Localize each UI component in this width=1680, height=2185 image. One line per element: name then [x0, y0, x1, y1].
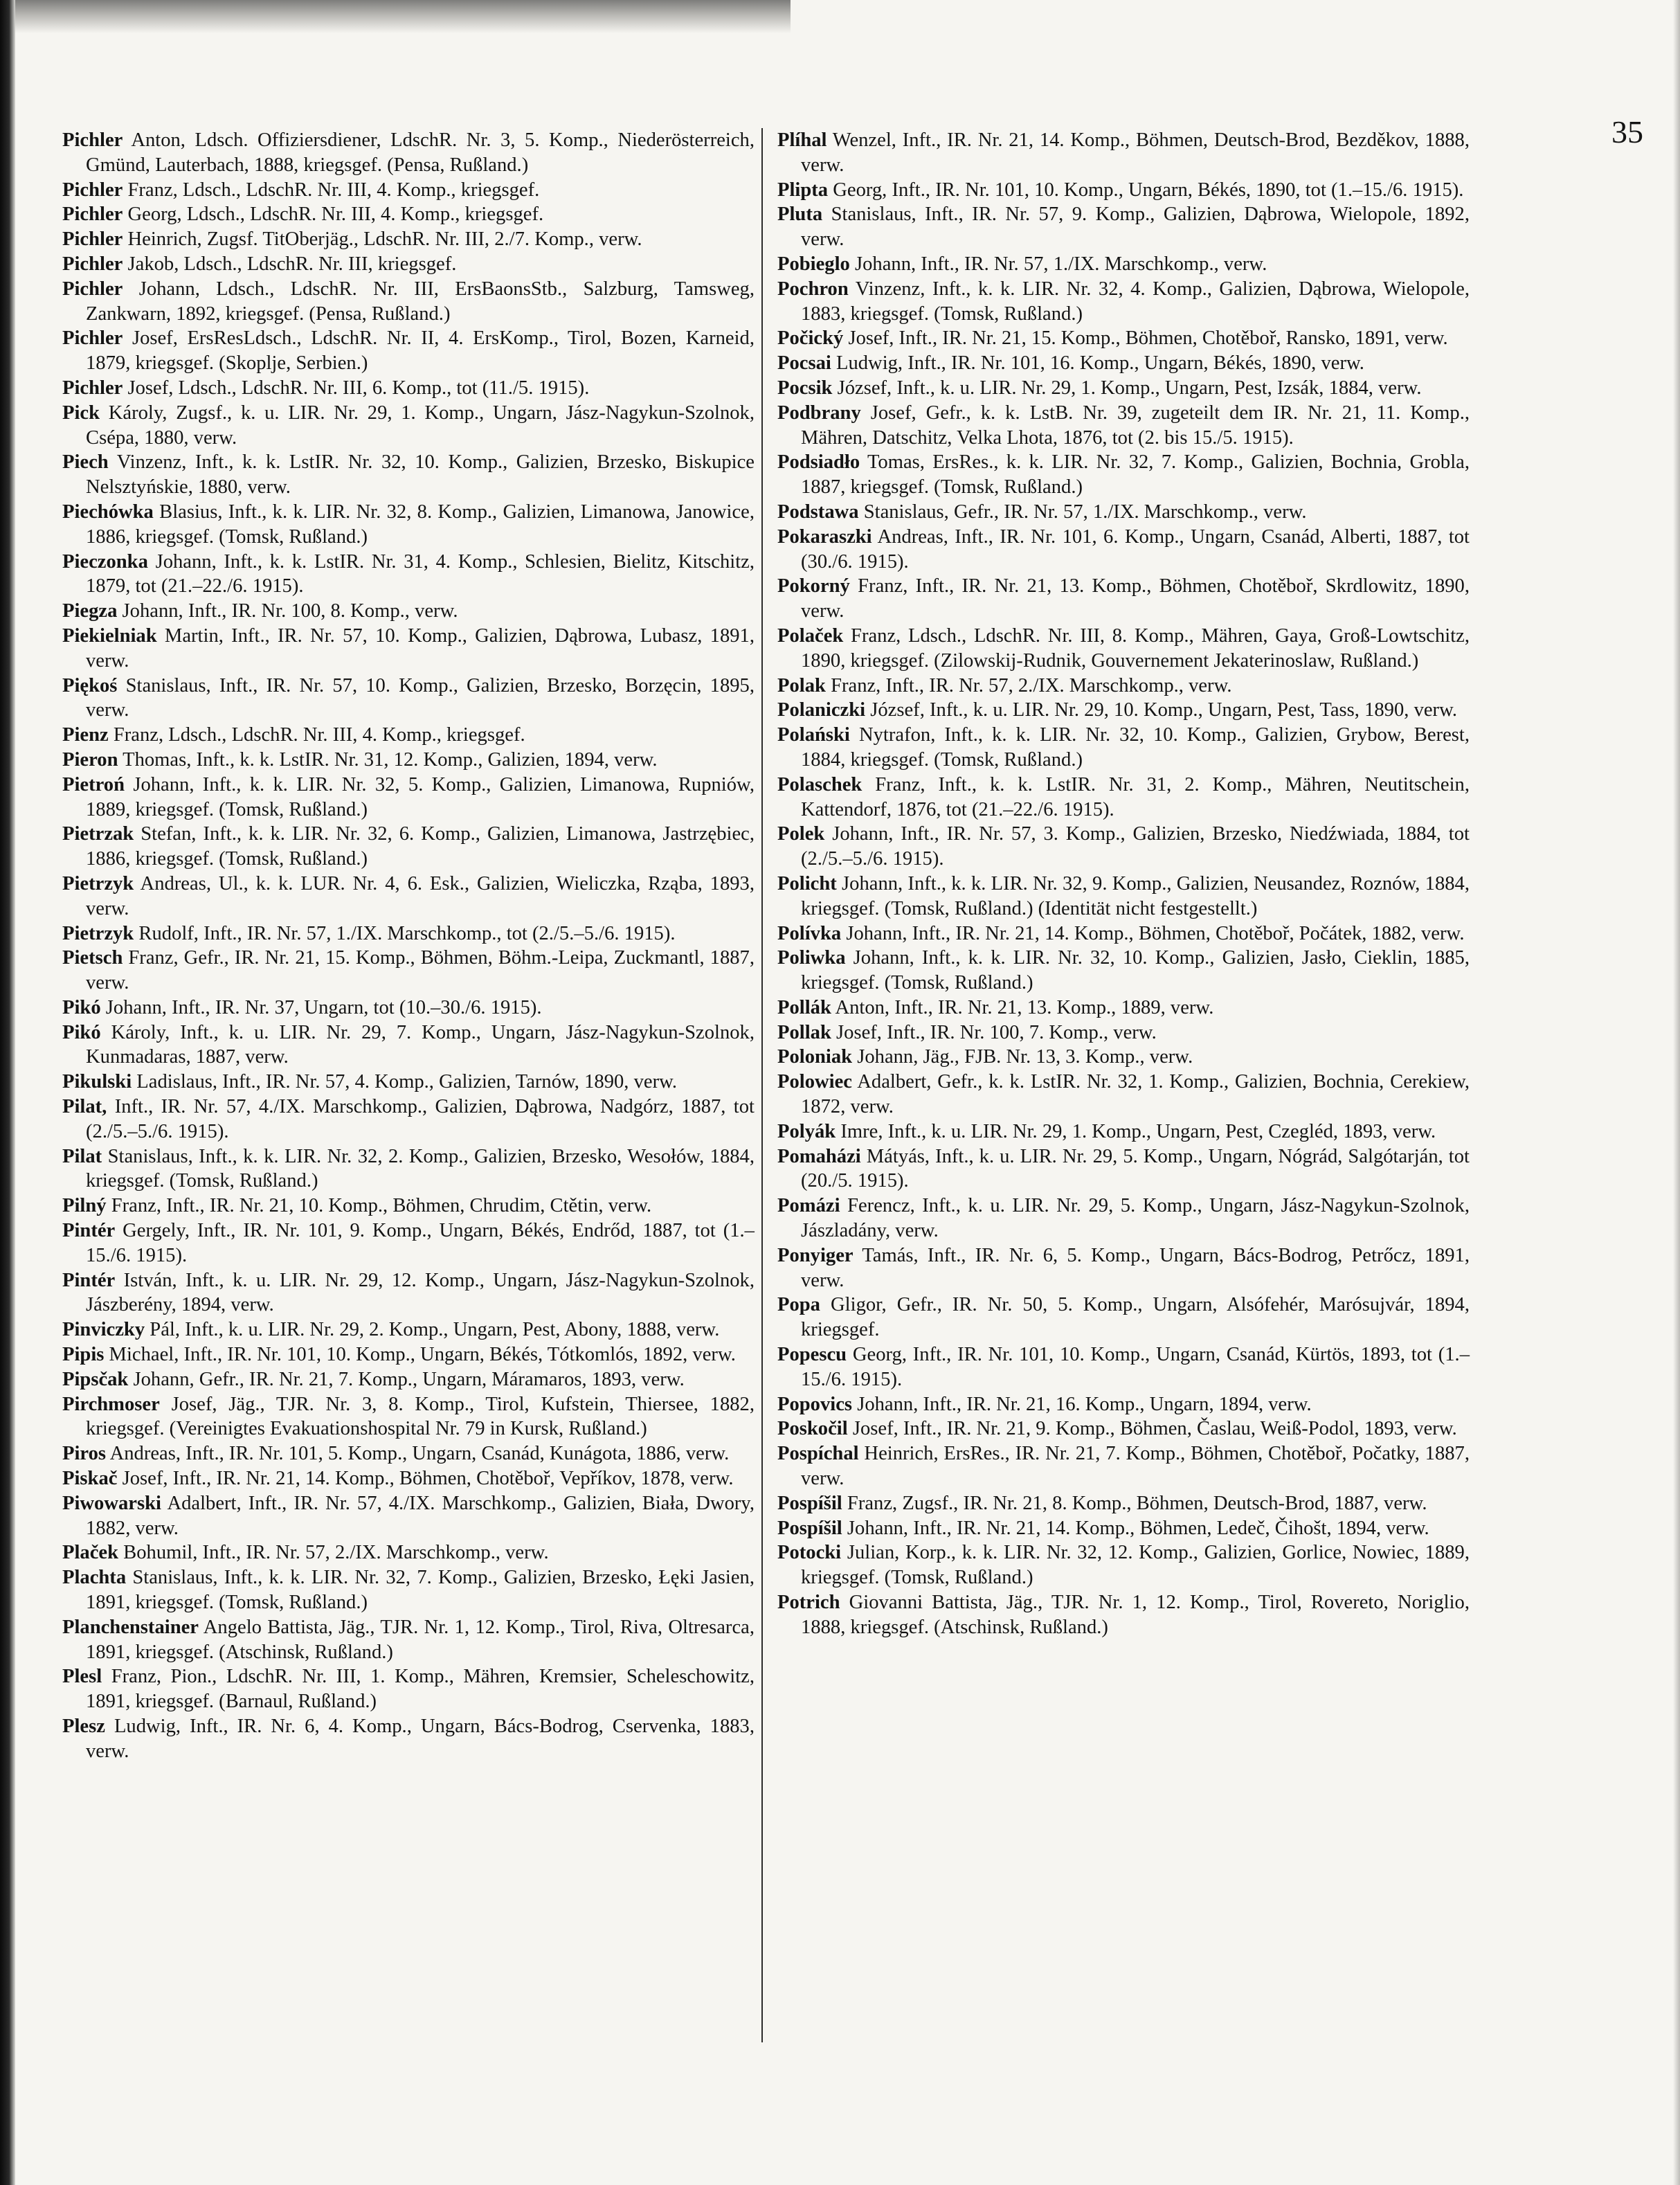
- list-item: [62, 1367, 755, 1392]
- entry-details: Johann, Inft., IR. Nr. 37, Ungarn, tot (10.–30./6. 1915).: [105, 996, 542, 1018]
- list-item: [777, 1020, 1470, 1045]
- list-item: [62, 252, 755, 277]
- entry-surname: Pipsčak: [62, 1368, 129, 1390]
- entry-surname: Poloniak: [777, 1046, 853, 1068]
- list-item: [62, 748, 755, 773]
- list-item: [62, 822, 755, 872]
- entry-details: Johann, Inft., k. k. LIR. Nr. 32, 9. Komp., Galizien, Neusandez, Roznów, 1884, kriegsgef. (Tomsk, Rußland.) (Identität nicht festgestellt.): [801, 872, 1470, 919]
- entry-surname: Polaček: [777, 624, 844, 647]
- entry-surname: Pietrzak: [62, 823, 134, 845]
- list-item: [62, 1466, 755, 1491]
- entry-details: Tamás, Inft., IR. Nr. 6, 5. Komp., Ungarn, Bács-Bodrog, Petrőcz, 1891, verw.: [801, 1244, 1470, 1291]
- entry-details: Stanislaus, Inft., IR. Nr. 57, 9. Komp., Galizien, Dąbrowa, Wielopole, 1892, verw.: [801, 204, 1470, 251]
- entry-details: Josef, ErsResLdsch., LdschR. Nr. II, 4. ErsKomp., Tirol, Bozen, Karneid, 1879, kriegsgef. (Skoplje, Serbien.): [86, 327, 755, 375]
- list-item: [777, 500, 1470, 525]
- entry-details: Johann, Inft., IR. Nr. 57, 3. Komp., Galizien, Brzesko, Niedźwiada, 1884, tot (2./5.–5./6. 1915).: [801, 823, 1470, 870]
- list-item: [62, 1342, 755, 1367]
- entry-surname: Potrich: [777, 1592, 840, 1614]
- list-item: [777, 525, 1470, 575]
- list-item: [62, 1714, 755, 1764]
- list-item: [62, 1268, 755, 1318]
- entry-details: Franz, Inft., k. k. LstIR. Nr. 31, 2. Komp., Mähren, Neutitschein, Kattendorf, 1876, tot (21.–22./6. 1915).: [801, 773, 1470, 820]
- page-number: 35: [1611, 114, 1643, 150]
- entry-details: Josef, Inft., IR. Nr. 21, 9. Komp., Böhmen, Časlau, Weiß-Podol, 1893, verw.: [852, 1418, 1457, 1440]
- entry-details: Stefan, Inft., k. k. LIR. Nr. 32, 6. Komp., Galizien, Limanowa, Jastrzębiec, 1886, kriegsgef. (Tomsk, Rußland.): [86, 823, 755, 870]
- entry-details: Rudolf, Inft., IR. Nr. 57, 1./IX. Marschkomp., tot (2./5.–5./6. 1915).: [138, 922, 676, 944]
- list-item: [777, 1243, 1470, 1293]
- entry-details: Stanislaus, Inft., k. k. LIR. Nr. 32, 7. Komp., Galizien, Brzesko, Łęki Jasien, 1891, kriegsgef. (Tomsk, Rußland.): [86, 1567, 755, 1614]
- entry-surname: Pick: [62, 402, 100, 424]
- list-item: [62, 277, 755, 327]
- entry-details: Ladislaus, Inft., IR. Nr. 57, 4. Komp., Galizien, Tarnów, 1890, verw.: [136, 1071, 678, 1093]
- entry-surname: Pichler: [62, 327, 123, 350]
- list-item: [62, 1392, 755, 1442]
- entry-surname: Podbrany: [777, 402, 861, 424]
- entry-details: Johann, Ldsch., LdschR. Nr. III, ErsBaonsStb., Salzburg, Tamsweg, Zankwarn, 1892, kriegsgef. (Pensa, Rußland.): [86, 278, 755, 325]
- entry-details: Thomas, Inft., k. k. LstIR. Nr. 31, 12. Komp., Galizien, 1894, verw.: [123, 748, 658, 771]
- entry-surname: Popovics: [777, 1393, 853, 1415]
- entry-details: Inft., IR. Nr. 57, 4./IX. Marschkomp., Galizien, Dąbrowa, Nadgórz, 1887, tot (2./5.–5./6. 1915).: [86, 1096, 755, 1142]
- list-item: [62, 1318, 755, 1342]
- entry-details: Adalbert, Inft., IR. Nr. 57, 4./IX. Marschkomp., Galizien, Biała, Dwory, 1882, verw.: [86, 1492, 755, 1539]
- entry-details: Blasius, Inft., k. k. LIR. Nr. 32, 8. Komp., Galizien, Limanowa, Janowice, 1886, kriegsgef. (Tomsk, Rußland.): [86, 501, 755, 548]
- entry-surname: Pintér: [62, 1269, 116, 1291]
- entry-details: Andreas, Ul., k. k. LUR. Nr. 4, 6. Esk., Galizien, Wieliczka, Rząba, 1893, verw.: [86, 872, 755, 919]
- entry-details: Tomas, ErsRes., k. k. LIR. Nr. 32, 7. Komp., Galizien, Bochnia, Grobla, 1887, kriegsgef. (Tomsk, Rußland.): [801, 451, 1470, 498]
- entry-surname: Plaček: [62, 1542, 118, 1564]
- entry-surname: Plipta: [777, 179, 829, 201]
- entry-details: Imre, Inft., k. u. LIR. Nr. 29, 1. Komp., Ungarn, Pest, Czegléd, 1893, verw.: [840, 1120, 1436, 1142]
- entry-details: Johann, Inft., IR. Nr. 100, 8. Komp., verw.: [122, 600, 458, 622]
- list-item: [62, 1540, 755, 1565]
- entry-surname: Podstawa: [777, 501, 859, 523]
- entry-details: Josef, Inft., IR. Nr. 21, 15. Komp., Böhmen, Chotěboř, Ransko, 1891, verw.: [848, 327, 1448, 350]
- entry-surname: Pospíšil: [777, 1492, 842, 1514]
- entry-surname: Piekielniak: [62, 624, 157, 647]
- list-item: [777, 178, 1470, 203]
- entry-details: Wenzel, Inft., IR. Nr. 21, 14. Komp., Böhmen, Deutsch-Brod, Bezděkov, 1888, verw.: [801, 129, 1470, 176]
- entry-surname: Pluta: [777, 204, 823, 226]
- entry-details: Franz, Pion., LdschR. Nr. III, 1. Komp., Mähren, Kremsier, Scheleschowitz, 1891, kriegsgef. (Barnaul, Rußland.): [86, 1666, 755, 1713]
- entry-surname: Piękoś: [62, 674, 118, 696]
- list-item: [777, 674, 1470, 699]
- list-item: [62, 1070, 755, 1095]
- entry-surname: Piegza: [62, 600, 118, 622]
- entry-surname: Pirchmoser: [62, 1393, 160, 1415]
- list-item: [62, 450, 755, 500]
- list-item: [777, 1293, 1470, 1342]
- list-item: [777, 1540, 1470, 1590]
- list-item: [62, 1565, 755, 1615]
- list-item: [62, 599, 755, 624]
- entry-surname: Pokorný: [777, 575, 850, 597]
- list-item: [777, 1392, 1470, 1417]
- entry-details: Adalbert, Gefr., k. k. LstIR. Nr. 32, 1. Komp., Galizien, Bochnia, Cerekiew, 1872, verw.: [801, 1071, 1470, 1118]
- entry-details: Julian, Korp., k. k. LIR. Nr. 32, 12. Komp., Galizien, Gorlice, Nowiec, 1889, kriegsgef. (Tomsk, Rußland.): [801, 1542, 1470, 1589]
- list-item: [62, 1441, 755, 1466]
- list-item: [777, 1590, 1470, 1640]
- list-item: [777, 996, 1470, 1020]
- list-item: [777, 202, 1470, 252]
- entry-surname: Plachta: [62, 1567, 127, 1589]
- entry-surname: Pochron: [777, 278, 849, 300]
- entry-details: Anton, Ldsch. Offiziersdiener, LdschR. Nr. 3, 5. Komp., Niederösterreich, Gmünd, Lauterbach, 1888, kriegsgef. (Pensa, Rußland.): [86, 129, 755, 176]
- entry-surname: Pilný: [62, 1195, 107, 1217]
- entry-details: István, Inft., k. u. LIR. Nr. 29, 12. Komp., Ungarn, Jász-Nagykun-Szolnok, Jászberény, 1894, verw.: [86, 1269, 755, 1316]
- entry-surname: Plesl: [62, 1666, 102, 1688]
- list-item: [62, 401, 755, 451]
- list-item: [62, 1615, 755, 1665]
- entry-surname: Pichler: [62, 129, 123, 151]
- entry-surname: Piech: [62, 451, 109, 474]
- entry-details: Pál, Inft., k. u. LIR. Nr. 29, 2. Komp., Ungarn, Pest, Abony, 1888, verw.: [150, 1319, 720, 1341]
- list-item: [777, 698, 1470, 723]
- entry-surname: Podsiadło: [777, 451, 860, 474]
- list-item: [62, 674, 755, 723]
- entry-surname: Pikó: [62, 996, 101, 1018]
- entry-surname: Pilat: [62, 1145, 102, 1167]
- entry-details: Johann, Inft., IR. Nr. 21, 16. Komp., Ungarn, 1894, verw.: [857, 1393, 1312, 1415]
- entry-surname: Pichler: [62, 204, 123, 226]
- entry-details: Nytrafon, Inft., k. k. LIR. Nr. 32, 10. Komp., Galizien, Grybow, Berest, 1884, kriegsgef. (Tomsk, Rußland.): [801, 724, 1470, 771]
- entry-details: Johann, Inft., IR. Nr. 21, 14. Komp., Böhmen, Chotěboř, Počátek, 1882, verw.: [846, 922, 1465, 944]
- list-item: [777, 277, 1470, 327]
- list-item: [777, 401, 1470, 451]
- entry-details: Anton, Inft., IR. Nr. 21, 13. Komp., 1889, verw.: [835, 996, 1214, 1018]
- entry-surname: Polowiec: [777, 1071, 852, 1093]
- entry-details: Jakob, Ldsch., LdschR. Nr. III, kriegsgef.: [127, 253, 457, 275]
- list-item: [62, 872, 755, 921]
- list-item: [62, 921, 755, 946]
- entry-surname: Popescu: [777, 1344, 847, 1366]
- entry-details: Giovanni Battista, Jäg., TJR. Nr. 1, 12. Komp., Tirol, Rovereto, Noriglio, 1888, kriegsgef. (Atschinsk, Rußland.): [801, 1592, 1470, 1638]
- entry-surname: Plíhal: [777, 129, 827, 151]
- column-divider: [761, 128, 763, 2042]
- entry-surname: Potocki: [777, 1542, 842, 1564]
- entry-surname: Policht: [777, 872, 837, 894]
- entry-details: József, Inft., k. u. LIR. Nr. 29, 1. Komp., Ungarn, Pest, Izsák, 1884, verw.: [837, 377, 1422, 399]
- list-item: [777, 1194, 1470, 1243]
- entry-details: Vinzenz, Inft., k. k. LIR. Nr. 32, 4. Komp., Galizien, Dąbrowa, Wielopole, 1883, kriegsgef. (Tomsk, Rußland.): [801, 278, 1470, 325]
- entry-details: Franz, Inft., IR. Nr. 21, 13. Komp., Böhmen, Chotěboř, Skrdlowitz, 1890, verw.: [801, 575, 1470, 622]
- right-column: [777, 128, 1470, 1640]
- entry-details: Michael, Inft., IR. Nr. 101, 10. Komp., Ungarn, Békés, Tótkomlós, 1892, verw.: [109, 1344, 736, 1366]
- left-column: [62, 128, 755, 1764]
- list-item: [62, 1194, 755, 1219]
- entry-surname: Pikó: [62, 1021, 101, 1043]
- entry-surname: Planchenstainer: [62, 1616, 199, 1638]
- entry-surname: Pokaraszki: [777, 525, 872, 548]
- entry-details: Heinrich, ErsRes., IR. Nr. 21, 7. Komp., Böhmen, Chotěboř, Počatky, 1887, verw.: [801, 1443, 1470, 1490]
- entry-surname: Pilat,: [62, 1096, 107, 1118]
- entry-details: Gergely, Inft., IR. Nr. 101, 9. Komp., Ungarn, Békés, Endrőd, 1887, tot (1.–15./6. 1915).: [86, 1220, 755, 1266]
- entry-surname: Piskač: [62, 1468, 118, 1490]
- entry-surname: Ponyiger: [777, 1244, 853, 1266]
- entry-details: Károly, Inft., k. u. LIR. Nr. 29, 7. Komp., Ungarn, Jász-Nagykun-Szolnok, Kunmadaras, 1887, verw.: [86, 1021, 755, 1068]
- entry-details: Johann, Inft., k. k. LIR. Nr. 32, 5. Komp., Galizien, Limanowa, Rupniów, 1889, kriegsgef. (Tomsk, Rußland.): [86, 773, 755, 820]
- entry-details: Gligor, Gefr., IR. Nr. 50, 5. Komp., Ungarn, Alsófehér, Marósujvár, 1894, kriegsgef.: [801, 1294, 1470, 1341]
- list-item: [62, 227, 755, 252]
- list-item: [62, 723, 755, 748]
- list-item: [62, 624, 755, 674]
- entry-details: Josef, Jäg., TJR. Nr. 3, 8. Komp., Tirol, Kufstein, Thiersee, 1882, kriegsgef. (Vereinigtes Evakuationshospital Nr. 79 in Kursk, Rußland.): [86, 1393, 755, 1440]
- entry-surname: Popa: [777, 1294, 820, 1316]
- entry-surname: Pichler: [62, 377, 123, 399]
- list-item: [777, 1516, 1470, 1541]
- entry-surname: Pietsch: [62, 947, 123, 969]
- entry-details: Angelo Battista, Jäg., TJR. Nr. 1, 12. Komp., Tirol, Riva, Oltresarca, 1891, kriegsgef. (Atschinsk, Rußland.): [86, 1616, 755, 1663]
- list-item: [777, 351, 1470, 376]
- entry-details: Andreas, Inft., IR. Nr. 101, 5. Komp., Ungarn, Csanád, Kunágota, 1886, verw.: [109, 1443, 730, 1465]
- entry-surname: Pieron: [62, 748, 118, 771]
- list-item: [62, 946, 755, 996]
- entry-details: Georg, Ldsch., LdschR. Nr. III, 4. Komp., kriegsgef.: [127, 204, 544, 226]
- entry-details: Martin, Inft., IR. Nr. 57, 10. Komp., Galizien, Dąbrowa, Lubasz, 1891, verw.: [86, 624, 755, 672]
- entry-details: Johann, Gefr., IR. Nr. 21, 7. Komp., Ungarn, Máramaros, 1893, verw.: [133, 1368, 685, 1390]
- entry-surname: Pichler: [62, 179, 123, 201]
- entry-surname: Pomaházi: [777, 1145, 861, 1167]
- entry-surname: Pikulski: [62, 1071, 132, 1093]
- entry-surname: Polak: [777, 674, 826, 696]
- entry-details: Franz, Inft., IR. Nr. 57, 2./IX. Marschkomp., verw.: [831, 674, 1232, 696]
- list-item: [777, 1144, 1470, 1194]
- entry-details: Franz, Ldsch., LdschR. Nr. III, 4. Komp., kriegsgef.: [113, 724, 525, 746]
- entry-surname: Počický: [777, 327, 844, 350]
- entry-surname: Pipis: [62, 1344, 105, 1366]
- entry-details: Franz, Gefr., IR. Nr. 21, 15. Komp., Böhmen, Böhm.-Leipa, Zuckmantl, 1887, verw.: [86, 947, 755, 994]
- entry-details: Heinrich, Zugsf. TitOberjäg., LdschR. Nr. III, 2./7. Komp., verw.: [127, 228, 642, 251]
- list-item: [62, 202, 755, 227]
- entry-details: Stanislaus, Gefr., IR. Nr. 57, 1./IX. Marschkomp., verw.: [863, 501, 1307, 523]
- entry-details: Ludwig, Inft., IR. Nr. 6, 4. Komp., Ungarn, Bács-Bodrog, Cservenka, 1883, verw.: [86, 1716, 755, 1762]
- entry-surname: Pollák: [777, 996, 831, 1018]
- entry-surname: Pomázi: [777, 1195, 840, 1217]
- list-item: [62, 550, 755, 600]
- list-item: [777, 946, 1470, 996]
- list-item: [62, 1664, 755, 1714]
- entry-surname: Pietroń: [62, 773, 125, 795]
- entry-details: Josef, Ldsch., LdschR. Nr. III, 6. Komp., tot (11./5. 1915).: [127, 377, 590, 399]
- list-item: [62, 326, 755, 376]
- entry-surname: Pietrzyk: [62, 922, 134, 944]
- list-item: [62, 773, 755, 822]
- list-item: [777, 376, 1470, 401]
- list-item: [777, 1070, 1470, 1120]
- entry-surname: Pieczonka: [62, 550, 148, 573]
- entry-details: Georg, Inft., IR. Nr. 101, 10. Komp., Ungarn, Csanád, Kürtös, 1893, tot (1.–15./6. 1915).: [801, 1344, 1470, 1390]
- entry-surname: Poliwka: [777, 947, 846, 969]
- list-item: [777, 1417, 1470, 1441]
- entry-surname: Pocsai: [777, 352, 831, 375]
- list-item: [777, 822, 1470, 872]
- list-item: [777, 1342, 1470, 1392]
- entry-surname: Pichler: [62, 278, 123, 300]
- list-item: [777, 574, 1470, 624]
- list-item: [777, 872, 1470, 921]
- entry-details: Franz, Ldsch., LdschR. Nr. III, 4. Komp., kriegsgef.: [127, 179, 540, 201]
- entry-surname: Poskočil: [777, 1418, 848, 1440]
- entry-surname: Pollak: [777, 1021, 831, 1043]
- entry-details: Stanislaus, Inft., k. k. LIR. Nr. 32, 2. Komp., Galizien, Brzesko, Wesołów, 1884, kriegsgef. (Tomsk, Rußland.): [86, 1145, 755, 1192]
- entry-surname: Piwowarski: [62, 1492, 161, 1514]
- list-item: [62, 376, 755, 401]
- entry-surname: Polek: [777, 823, 825, 845]
- entry-surname: Polaniczki: [777, 699, 866, 721]
- list-item: [62, 1219, 755, 1268]
- list-item: [62, 1095, 755, 1144]
- entry-details: Franz, Ldsch., LdschR. Nr. III, 8. Komp., Mähren, Gaya, Groß-Lowtschitz, 1890, kriegsgef. (Zilowskij-Rudnik, Gouvernement Jekaterinoslaw, Rußland.): [801, 624, 1470, 672]
- entry-details: Josef, Gefr., k. k. LstB. Nr. 39, zugeteilt dem IR. Nr. 21, 11. Komp., Mähren, Datschitz, Velka Lhota, 1876, tot (2. bis 15./5. 1915).: [801, 402, 1470, 449]
- entry-details: Franz, Inft., IR. Nr. 21, 10. Komp., Böhmen, Chrudim, Ctětin, verw.: [111, 1195, 652, 1217]
- list-item: [62, 178, 755, 203]
- list-item: [62, 1020, 755, 1070]
- list-item: [62, 1491, 755, 1541]
- entry-details: Vinzenz, Inft., k. k. LstIR. Nr. 32, 10. Komp., Galizien, Brzesko, Biskupice Nelsztyńskie, 1880, verw.: [86, 451, 755, 498]
- entry-surname: Pobieglo: [777, 253, 850, 275]
- list-item: [62, 1144, 755, 1194]
- list-item: [777, 326, 1470, 351]
- entry-surname: Polaschek: [777, 773, 862, 795]
- entry-details: Andreas, Inft., IR. Nr. 101, 6. Komp., Ungarn, Csanád, Alberti, 1887, tot (30./6. 1915).: [801, 525, 1470, 573]
- entry-surname: Piros: [62, 1443, 107, 1465]
- list-item: [62, 128, 755, 178]
- entry-details: Johann, Inft., IR. Nr. 21, 14. Komp., Böhmen, Ledeč, Čihošt, 1894, verw.: [847, 1517, 1429, 1539]
- list-item: [62, 996, 755, 1020]
- entry-details: Bohumil, Inft., IR. Nr. 57, 2./IX. Marschkomp., verw.: [123, 1542, 549, 1564]
- list-item: [777, 723, 1470, 773]
- list-item: [777, 1441, 1470, 1491]
- entry-details: Georg, Inft., IR. Nr. 101, 10. Komp., Ungarn, Békés, 1890, tot (1.–15./6. 1915).: [833, 179, 1464, 201]
- list-item: [777, 1120, 1470, 1144]
- scan-edge-right: [1673, 0, 1680, 2185]
- entry-details: Károly, Zugsf., k. u. LIR. Nr. 29, 1. Komp., Ungarn, Jász-Nagykun-Szolnok, Csépa, 1880, verw.: [86, 402, 755, 449]
- entry-surname: Pocsik: [777, 377, 833, 399]
- entry-surname: Piechówka: [62, 501, 154, 523]
- entry-details: Ludwig, Inft., IR. Nr. 101, 16. Komp., Ungarn, Békés, 1890, verw.: [836, 352, 1364, 375]
- entry-surname: Pospíšil: [777, 1517, 842, 1539]
- entry-details: Johann, Inft., k. k. LstIR. Nr. 31, 4. Komp., Schlesien, Bielitz, Kitschitz, 1879, tot (21.–22./6. 1915).: [86, 550, 755, 597]
- entry-details: Johann, Inft., IR. Nr. 57, 1./IX. Marschkomp., verw.: [855, 253, 1267, 275]
- list-item: [777, 1491, 1470, 1516]
- list-item: [777, 773, 1470, 822]
- entry-surname: Pichler: [62, 253, 123, 275]
- list-item: [62, 500, 755, 550]
- entry-details: Johann, Jäg., FJB. Nr. 13, 3. Komp., verw.: [857, 1046, 1193, 1068]
- scan-edge-left: [0, 0, 15, 2185]
- entry-surname: Pinviczky: [62, 1319, 145, 1341]
- list-item: [777, 450, 1470, 500]
- scan-shadow-top: [15, 0, 791, 33]
- entry-surname: Pospíchal: [777, 1443, 859, 1465]
- entry-details: Stanislaus, Inft., IR. Nr. 57, 10. Komp., Galizien, Brzesko, Borzęcin, 1895, verw.: [86, 674, 755, 721]
- entry-surname: Polański: [777, 724, 850, 746]
- entry-details: József, Inft., k. u. LIR. Nr. 29, 10. Komp., Ungarn, Pest, Tass, 1890, verw.: [870, 699, 1458, 721]
- entry-surname: Polívka: [777, 922, 842, 944]
- list-item: [777, 921, 1470, 946]
- entry-details: Josef, Inft., IR. Nr. 21, 14. Komp., Böhmen, Chotěboř, Vepříkov, 1878, verw.: [122, 1468, 734, 1490]
- entry-surname: Plesz: [62, 1716, 105, 1737]
- entry-surname: Polyák: [777, 1120, 836, 1142]
- entry-details: Johann, Inft., k. k. LIR. Nr. 32, 10. Komp., Galizien, Jasło, Cieklin, 1885, kriegsgef. (Tomsk, Rußland.): [801, 947, 1470, 994]
- list-item: [777, 1045, 1470, 1070]
- list-item: [777, 252, 1470, 277]
- list-item: [777, 624, 1470, 674]
- entry-surname: Pienz: [62, 724, 109, 746]
- entry-details: Mátyás, Inft., k. u. LIR. Nr. 29, 5. Komp., Ungarn, Nógrád, Salgótarján, tot (20./5. 1915).: [801, 1145, 1470, 1192]
- entry-details: Franz, Zugsf., IR. Nr. 21, 8. Komp., Böhmen, Deutsch-Brod, 1887, verw.: [847, 1492, 1427, 1514]
- list-item: [777, 128, 1470, 178]
- entry-details: Josef, Inft., IR. Nr. 100, 7. Komp., verw.: [836, 1021, 1157, 1043]
- entry-surname: Pintér: [62, 1220, 116, 1242]
- entry-surname: Pichler: [62, 228, 123, 251]
- entry-surname: Pietrzyk: [62, 872, 134, 894]
- entry-details: Ferencz, Inft., k. u. LIR. Nr. 29, 5. Komp., Ungarn, Jász-Nagykun-Szolnok, Jászladány, verw.: [801, 1195, 1470, 1242]
